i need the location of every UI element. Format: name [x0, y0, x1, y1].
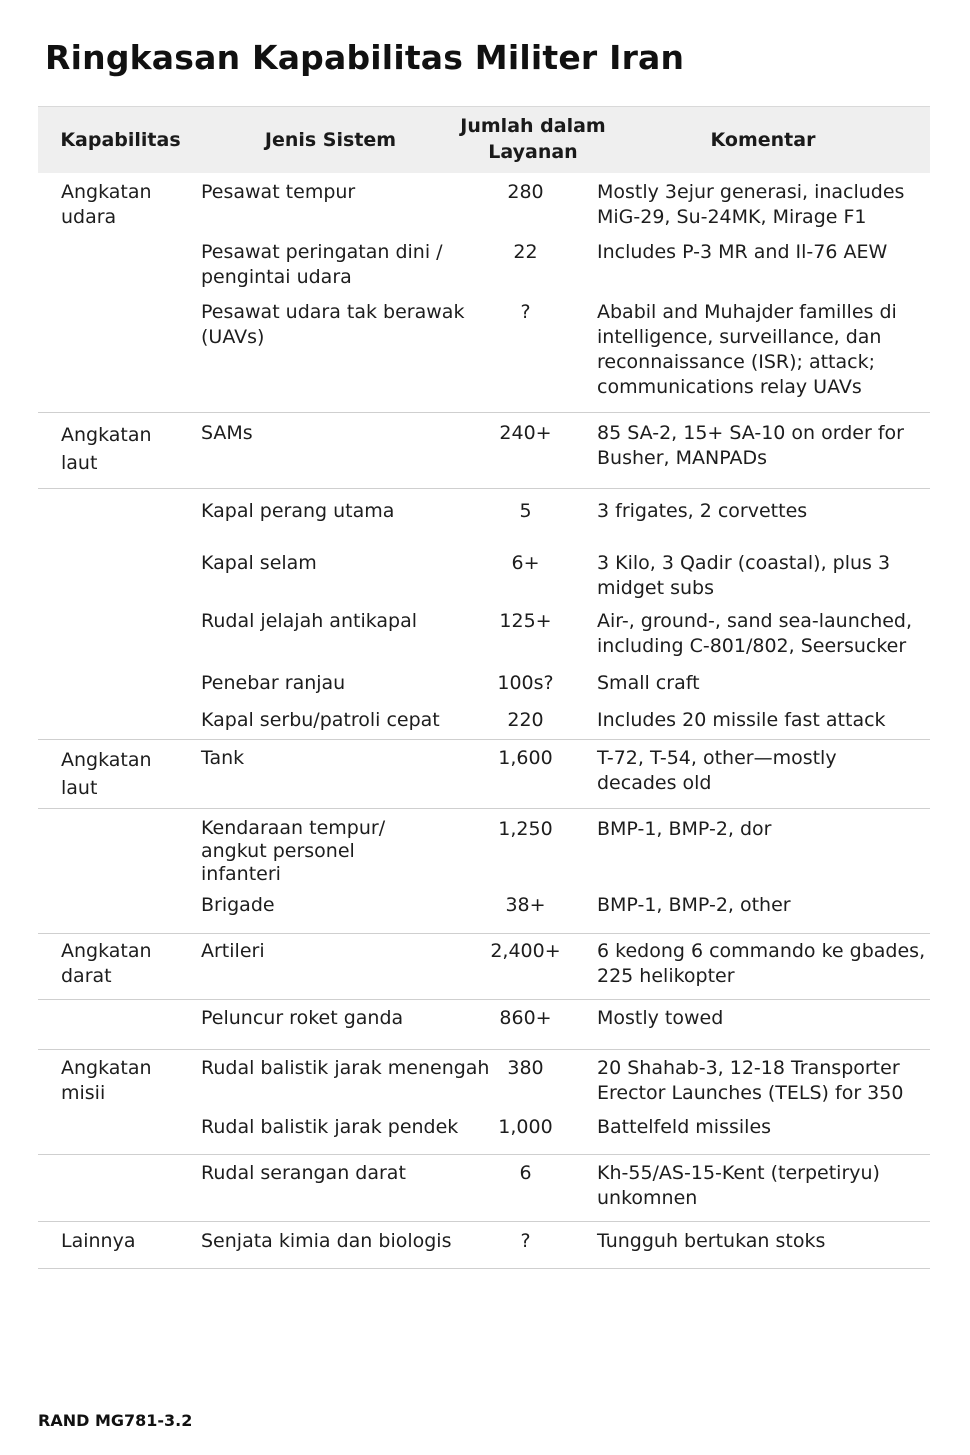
capability-cell: Angkatan laut [61, 749, 152, 799]
header-comment: Komentar [710, 129, 816, 151]
comment-cell: Air-, ground-, sand sea-launched, including C-801/802, Seersucker [597, 610, 913, 657]
system-cell: Rudal balistik jarak menengah [201, 1057, 490, 1079]
row-group-missiles [38, 1050, 930, 1155]
count-cell: 1,000 [498, 1116, 553, 1138]
count-cell: 380 [507, 1057, 544, 1079]
capability-cell: Angkatan misii [61, 1057, 152, 1104]
system-cell: Artileri [201, 940, 265, 962]
row-group-tank [38, 740, 930, 809]
comment-cell: BMP-1, BMP-2, other [597, 894, 791, 916]
header-capability: Kapabilitas [60, 129, 181, 151]
system-cell: SAMs [201, 422, 253, 444]
system-cell: Kendaraan tempur/ angkut personel infanteri [201, 817, 386, 885]
row-group-sams [38, 413, 930, 489]
comment-cell: Battelfeld missiles [597, 1116, 772, 1138]
count-cell: ? [520, 301, 531, 323]
count-cell: 6 [519, 1162, 532, 1184]
comment-cell: Tungguh bertukan stoks [597, 1230, 826, 1252]
system-cell: Penebar ranjau [201, 672, 346, 694]
comment-cell: Includes P-3 MR and Il-76 AEW [597, 241, 888, 263]
system-cell: Rudal serangan darat [201, 1162, 406, 1184]
table-header [38, 106, 930, 173]
figure-id: RAND MG781-3.2 [38, 1411, 193, 1430]
page-title: Ringkasan Kapabilitas Militer Iran [45, 38, 685, 77]
row-group-artillery [38, 934, 930, 1000]
comment-cell: Small craft [597, 672, 700, 694]
system-cell: Kapal selam [201, 552, 317, 574]
system-cell: Senjata kimia dan biologis [201, 1230, 452, 1252]
comment-cell: BMP-1, BMP-2, dor [597, 818, 772, 840]
row-group-naval [38, 489, 930, 740]
count-cell: 38+ [505, 894, 546, 916]
system-cell: Pesawat udara tak berawak (UAVs) [201, 301, 465, 348]
row-group-ifv [38, 809, 930, 934]
comment-cell: T-72, T-54, other—mostly decades old [597, 747, 837, 794]
capability-cell: Angkatan darat [61, 940, 152, 987]
comment-cell: Mostly 3ejur generasi, inacludes MiG-29, Su-24MK, Mirage F1 [597, 181, 905, 228]
system-cell: Rudal jelajah antikapal [201, 610, 418, 632]
system-cell: Brigade [201, 894, 275, 916]
count-cell: ? [520, 1230, 531, 1252]
capability-cell: Angkatan udara [61, 181, 152, 228]
capability-cell: Angkatan laut [61, 424, 152, 474]
system-cell: Peluncur roket ganda [201, 1007, 404, 1029]
comment-cell: 6 kedong 6 commando ke gbades, 225 helikopter [597, 940, 926, 987]
comment-cell: 85 SA-2, 15+ SA-10 on order for Busher, MANPADs [597, 422, 904, 469]
header-system: Jenis Sistem [264, 129, 397, 151]
row-group-mrl [38, 1000, 930, 1050]
count-cell: 1,600 [498, 747, 553, 769]
system-cell: Kapal perang utama [201, 500, 395, 522]
capabilities-table [38, 106, 930, 1269]
count-cell: 22 [513, 241, 538, 263]
system-cell: Pesawat tempur [201, 181, 356, 203]
capability-cell: Lainnya [61, 1230, 136, 1252]
count-cell: 280 [507, 181, 544, 203]
count-cell: 240+ [499, 422, 552, 444]
system-cell: Kapal serbu/patroli cepat [201, 709, 440, 731]
count-cell: 860+ [499, 1007, 552, 1029]
table-body [38, 173, 930, 1269]
row-group-air [38, 173, 930, 413]
row-group-other [38, 1222, 930, 1269]
count-cell: 125+ [499, 610, 552, 632]
comment-cell: Ababil and Muhajder familles di intelligence, surveillance, dan reconnaissance (ISR); attack; communications relay UAVs [597, 301, 897, 398]
system-cell: Tank [201, 747, 245, 769]
system-cell: Pesawat peringatan dini / pengintai udara [201, 241, 443, 288]
comment-cell: 3 frigates, 2 corvettes [597, 500, 808, 522]
count-cell: 6+ [511, 552, 540, 574]
count-cell: 5 [519, 500, 532, 522]
header-count: Jumlah dalam Layanan [460, 115, 606, 163]
row-group-lacm [38, 1155, 930, 1222]
count-cell: 1,250 [498, 818, 553, 840]
comment-cell: 3 Kilo, 3 Qadir (coastal), plus 3 midget subs [597, 552, 891, 599]
comment-cell: Kh-55/AS-15-Kent (terpetiryu) unkomnen [597, 1162, 880, 1209]
count-cell: 220 [507, 709, 544, 731]
comment-cell: Includes 20 missile fast attack [597, 709, 886, 731]
count-cell: 2,400+ [490, 940, 561, 962]
count-cell: 100s? [497, 672, 554, 694]
system-cell: Rudal balistik jarak pendek [201, 1116, 459, 1138]
comment-cell: 20 Shahab-3, 12-18 Transporter Erector Launches (TELS) for 350 [597, 1057, 904, 1104]
comment-cell: Mostly towed [597, 1007, 724, 1029]
